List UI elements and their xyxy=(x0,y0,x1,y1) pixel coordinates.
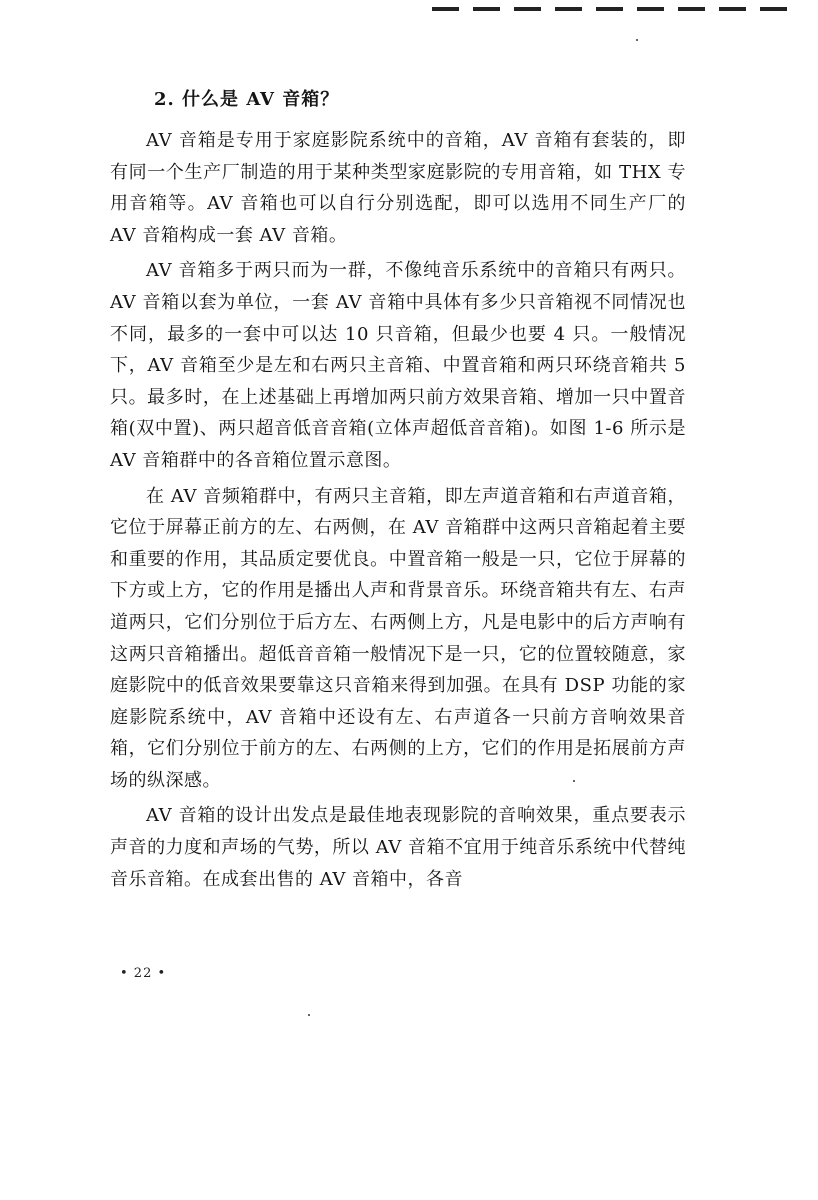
book-page xyxy=(110,84,686,899)
scan-speck xyxy=(308,1014,310,1016)
page-number: • 22 • xyxy=(120,966,167,981)
dash-mark xyxy=(637,7,664,11)
top-edge-dashes xyxy=(432,0,818,16)
paragraph-speaker-positions: 在 AV 音频箱群中，有两只主音箱，即左声道音箱和右声道音箱，它位于屏幕正前方的左、右两侧，在 AV 音箱群中这两只音箱起着主要和重要的作用，其品质定要优良。中置音箱一般是一只，它位于屏幕的下方或上方，它的作用是播出人声和背景音乐。环绕音箱共有左、右声道两只，它们分别位于后方左、右两侧上方，凡是电影中的后方声响有这两只音箱播出。超低音音箱一般情况下是一只，它的位置较随意，家庭影院中的低音效果要靠这只音箱来得到加强。在具有 DSP 功能的家庭影院系统中，AV 音箱中还设有左、右声道各一只前方音响效果音箱，它们分别位于前方的左、右两侧的上方，它们的作用是拓展前方声场的纵深感。 xyxy=(110,485,686,791)
paragraph-speaker-count: AV 音箱多于两只而为一群，不像纯音乐系统中的音箱只有两只。AV 音箱以套为单位，一套 AV 音箱中具体有多少只音箱视不同情况也不同，最多的一套中可以达 10 只音箱，但最少也要 4 只。一般情况下，AV 音箱至少是左和右两只主音箱、中置音箱和两只环绕音箱共 5 只。最多时，在上述基础上再增加两只前方效果音箱、增加一只中置音箱(双中置)、两只超音低音音箱(立体声超低音音箱)。如图 1-6 所示是 AV 音箱群中的各音箱位置示意图。 xyxy=(110,260,686,471)
paragraph-definition: AV 音箱是专用于家庭影院系统中的音箱，AV 音箱有套装的，即有同一个生产厂制造的用于某种类型家庭影院的专用音箱，如 THX 专用音箱等。AV 音箱也可以自行分别选配，即可以选用不同生产厂的 AV 音箱构成一套 AV 音箱。 xyxy=(110,130,686,246)
dash-mark xyxy=(514,7,541,11)
dash-mark xyxy=(473,7,500,11)
dash-mark xyxy=(760,7,787,11)
paragraph-design-purpose: AV 音箱的设计出发点是最佳地表现影院的音响效果，重点要表示声音的力度和声场的气势，所以 AV 音箱不宜用于纯音乐系统中代替纯音乐音箱。在成套出售的 AV 音箱中，各音 xyxy=(110,805,686,890)
scan-speck xyxy=(636,39,638,41)
dash-mark xyxy=(596,7,623,11)
dash-mark xyxy=(555,7,582,11)
dash-mark xyxy=(678,7,705,11)
section-heading: 2. 什么是 AV 音箱？ xyxy=(154,89,340,110)
dash-mark xyxy=(719,7,746,11)
dash-mark xyxy=(432,7,459,11)
